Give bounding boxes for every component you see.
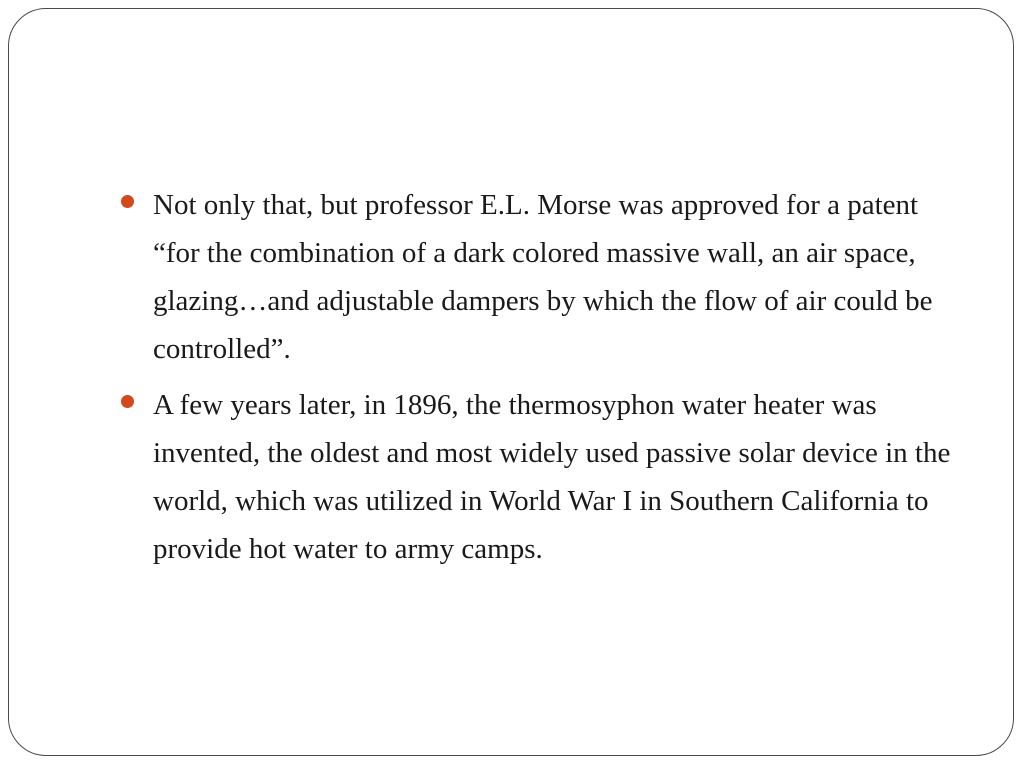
bullet-item — [121, 181, 971, 373]
bullet-item — [121, 381, 971, 573]
bullet-dot-icon — [121, 195, 134, 208]
bullet-text: Not only that, but professor E.L. Morse was approved for a patent “for the combination of a dark colored massive wall, an air space, glazing…and adjustable dampers by which the flow of air could be controlled”. — [153, 189, 933, 365]
bullet-list — [121, 181, 971, 581]
bullet-dot-icon — [121, 395, 134, 408]
bullet-text: A few years later, in 1896, the thermosyphon water heater was invented, the oldest and most widely used passive solar device in the world, which was utilized in World War I in Southern California to provide hot water to army camps. — [153, 389, 951, 565]
slide-frame — [8, 8, 1014, 756]
